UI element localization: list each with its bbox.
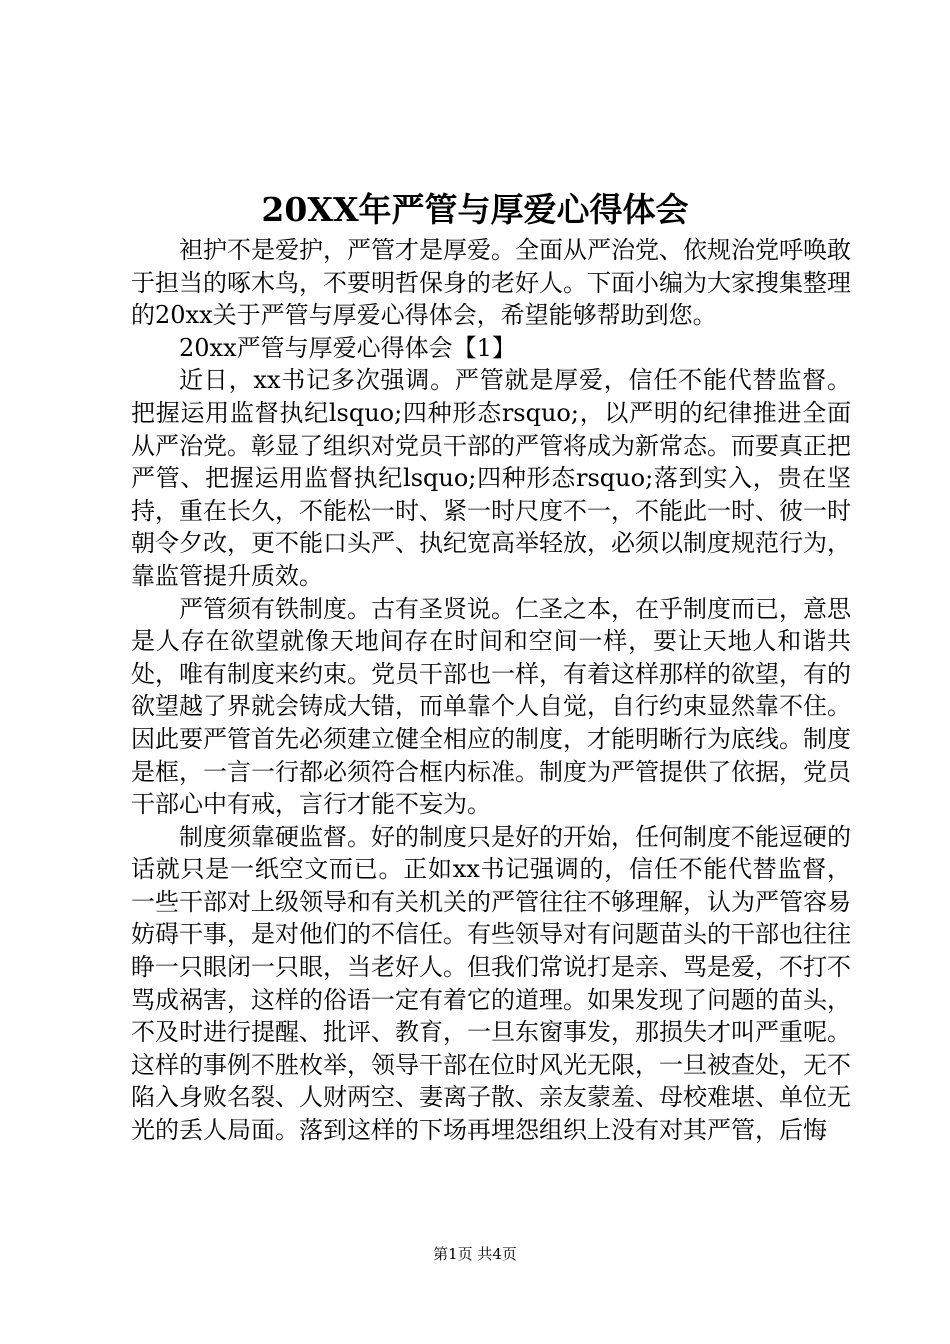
paragraph-1: 近日，xx书记多次强调。严管就是厚爱，信任不能代替监督。把握运用监督执纪lsquo;四种形态rsquo;，以严明的纪律推进全面从严治党。彰显了组织对党员干部的严管将成为新常态。而要真正把严管、把握运用监督执纪lsquo;四种形态rsquo;落到实入，贵在坚持，重在长久，不能松一时、紧一时尺度不一，不能此一时、彼一时朝令夕改，更不能口头严、执纪宽高举轻放，必须以制度规范行为，靠监管提升质效。 [131,366,851,590]
page-footer: 第1页 共4页 [433,1245,517,1263]
paragraph-2: 严管须有铁制度。古有圣贤说。仁圣之本，在乎制度而已，意思是人存在欲望就像天地间存在时间和空间一样，要让天地人和谐共处，唯有制度来约束。党员干部也一样，有着这样那样的欲望，有的欲望越了界就会铸成大错，而单靠个人自觉，自行约束显然靠不住。因此要严管首先必须建立健全相应的制度，才能明晰行为底线。制度是框，一言一行都必须符合框内标准。制度为严管提供了依据，党员干部心中有戒，言行才能不妄为。 [131,594,851,819]
paragraph-3: 制度须靠硬监督。好的制度只是好的开始，任何制度不能逗硬的话就只是一纸空文而已。正如xx书记强调的，信任不能代替监督，一些干部对上级领导和有关机关的严管往往不够理解，认为严管容易妨碍干事，是对他们的不信任。有些领导对有问题苗头的干部也往往睁一只眼闭一只眼，当老好人。但我们常说打是亲、骂是爱，不打不骂成祸害，这样的俗语一定有着它的道理。如果发现了问题的苗头，不及时进行提醒、批评、教育，一旦东窗事发，那损失才叫严重呢。这样的事例不胜枚举，领导干部在位时风光无限，一旦被查处，无不陷入身败名裂、人财两空、妻离子散、亲友蒙羞、母校难堪、单位无光的丢人局面。落到这样的下场再埋怨组织上没有对其严管，后悔 [131,822,851,1145]
document-body [131,234,851,1147]
document-title: 20XX年严管与厚爱心得体会 [261,190,689,229]
paragraph-intro: 袒护不是爱护，严管才是厚爱。全面从严治党、依规治党呼唤敢于担当的啄木鸟，不要明哲保身的老好人。下面小编为大家搜集整理的20xx关于严管与厚爱心得体会，希望能够帮助到您。 [131,236,851,330]
section-heading: 20xx严管与厚爱心得体会【1】 [179,333,516,362]
